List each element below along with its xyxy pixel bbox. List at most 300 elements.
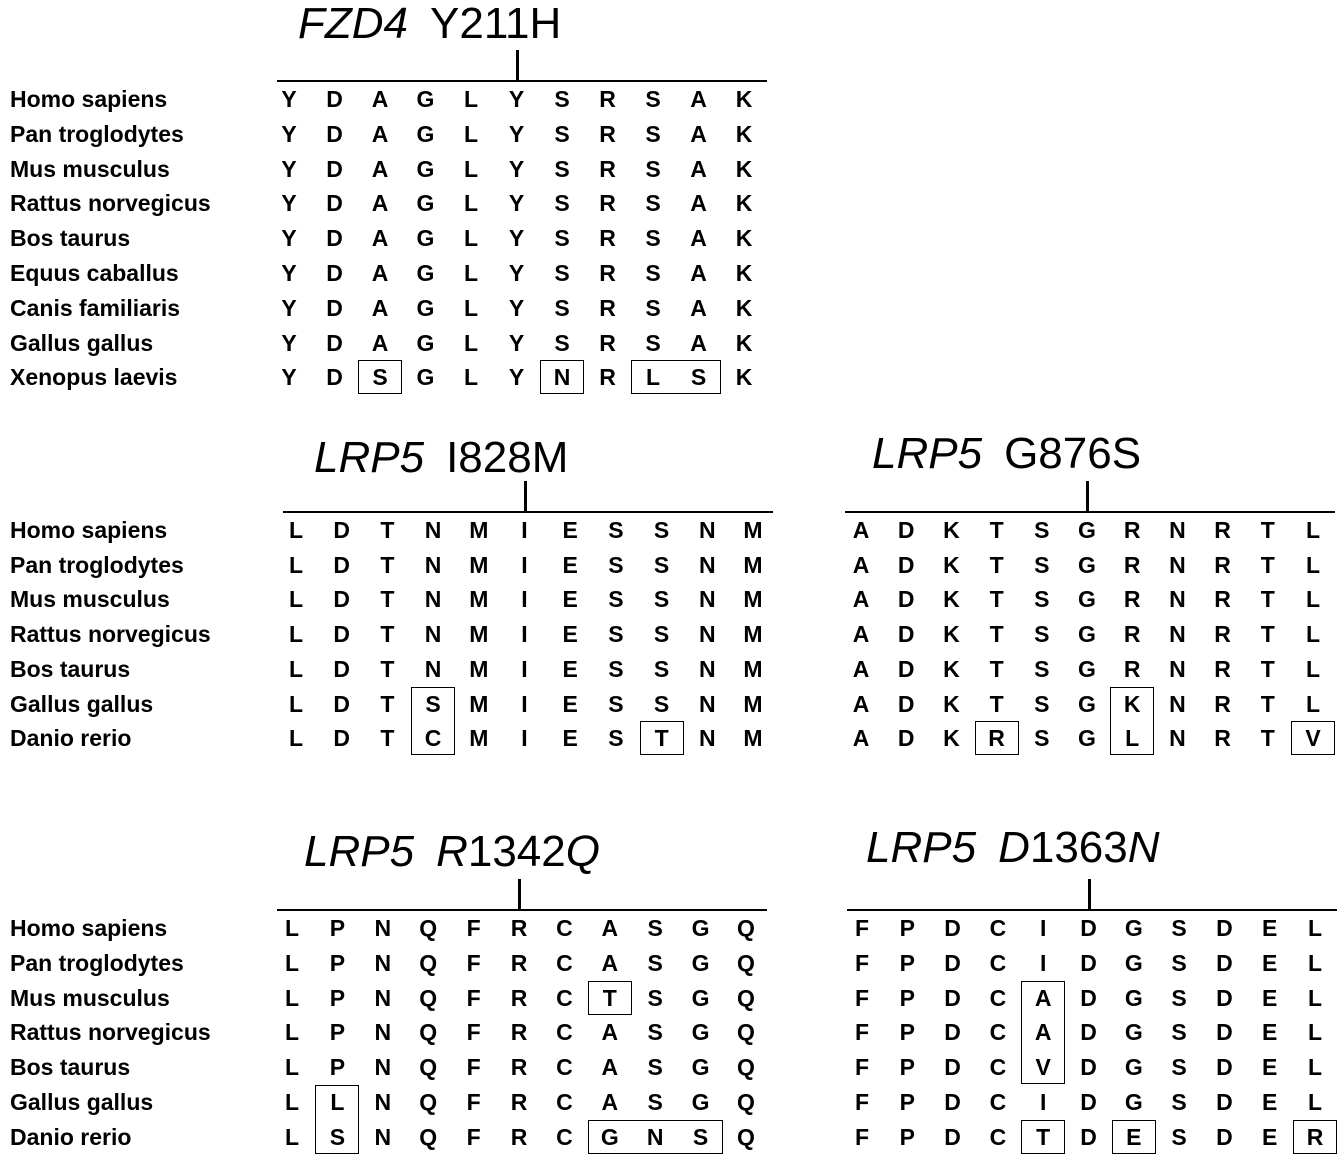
- residue: A: [371, 260, 389, 286]
- residue: D: [326, 260, 343, 286]
- residue: R: [599, 155, 616, 182]
- substitution-box: [358, 360, 402, 394]
- residue: Q: [737, 1089, 755, 1115]
- residue: D: [944, 984, 961, 1011]
- substitution-box: [1291, 721, 1335, 755]
- residue: I: [521, 725, 528, 752]
- substitution-box: [588, 981, 632, 1015]
- residue: D: [333, 690, 350, 717]
- residue: R: [1214, 655, 1231, 682]
- residue: R: [1214, 690, 1231, 717]
- residue: L: [284, 1123, 300, 1150]
- residue: E: [1262, 915, 1278, 941]
- residue: Y: [281, 294, 297, 321]
- residue: A: [601, 915, 619, 941]
- residue: N: [374, 1123, 392, 1150]
- residue: L: [463, 260, 479, 286]
- residue: D: [333, 551, 350, 578]
- residue: T: [989, 586, 1004, 613]
- residue: S: [608, 551, 624, 578]
- residue: A: [690, 86, 707, 112]
- residue: A: [1034, 1019, 1052, 1046]
- residue: T: [989, 517, 1004, 543]
- residue: S: [645, 190, 661, 217]
- residue: S: [645, 225, 661, 252]
- species-label: Danio rerio: [10, 725, 132, 752]
- residue: R: [1123, 621, 1141, 648]
- residue: K: [943, 690, 960, 717]
- residue: T: [1260, 621, 1275, 648]
- residue: G: [1124, 915, 1143, 941]
- residue: P: [329, 1019, 346, 1046]
- residue: N: [698, 551, 716, 578]
- residue: T: [380, 517, 395, 543]
- residue: K: [1123, 690, 1141, 717]
- residue: S: [608, 690, 624, 717]
- residue: A: [601, 1089, 619, 1115]
- gene-name: LRP5: [314, 433, 425, 482]
- residue: A: [1034, 984, 1052, 1011]
- residue: R: [599, 120, 616, 147]
- residue: Y: [281, 155, 297, 182]
- species-label: Homo sapiens: [10, 86, 168, 112]
- residue: G: [1078, 725, 1096, 752]
- residue: G: [416, 190, 435, 217]
- residue: Q: [737, 949, 755, 976]
- residue: M: [469, 621, 489, 648]
- mutation-label: 1342: [467, 827, 566, 876]
- mutation-label: Q: [565, 827, 600, 876]
- residue: Q: [737, 984, 755, 1011]
- residue: S: [653, 655, 670, 682]
- residue: T: [380, 586, 395, 613]
- residue: L: [463, 294, 479, 321]
- residue: M: [743, 725, 763, 752]
- residue: D: [897, 690, 915, 717]
- residue: E: [1262, 1089, 1278, 1115]
- mutation-label: G876S: [1004, 429, 1142, 478]
- residue: R: [510, 984, 528, 1011]
- residue: G: [691, 984, 710, 1011]
- residue: K: [735, 225, 753, 252]
- mutation-label: D: [998, 823, 1030, 872]
- residue: D: [1080, 1123, 1097, 1150]
- residue: G: [416, 294, 435, 321]
- residue: I: [521, 655, 528, 682]
- residue: L: [1307, 949, 1323, 976]
- residue: F: [466, 1089, 481, 1115]
- residue: A: [690, 190, 707, 217]
- residue: C: [989, 984, 1007, 1011]
- residue: L: [463, 329, 479, 356]
- substitution-box: [1293, 1120, 1337, 1154]
- species-label: Canis familiaris: [10, 294, 181, 321]
- gene-name: LRP5: [304, 827, 415, 876]
- residue: E: [562, 586, 578, 613]
- mutation-position-tick: [516, 50, 519, 80]
- residue: S: [1171, 1019, 1187, 1046]
- residue: G: [416, 155, 435, 182]
- residue: R: [1123, 655, 1141, 682]
- residue: D: [326, 329, 343, 356]
- residue: F: [466, 1019, 481, 1046]
- residue: M: [743, 517, 763, 543]
- substitution-box: [640, 721, 684, 755]
- residue: S: [1034, 621, 1050, 648]
- residue: A: [690, 260, 707, 286]
- residue: R: [1306, 1123, 1324, 1150]
- mutation-position-tick: [524, 481, 527, 511]
- residue: S: [1171, 949, 1187, 976]
- residue: D: [326, 294, 343, 321]
- residue: G: [1124, 1054, 1143, 1081]
- residue: F: [854, 949, 870, 976]
- residue: L: [463, 155, 479, 182]
- residue: N: [698, 621, 716, 648]
- residue: G: [1124, 1019, 1143, 1046]
- residue: S: [554, 120, 570, 147]
- residue: M: [469, 655, 489, 682]
- residue: N: [1169, 655, 1186, 682]
- residue: M: [469, 517, 489, 543]
- residue: S: [554, 190, 570, 217]
- residue: K: [943, 621, 960, 648]
- residue: Y: [281, 190, 297, 217]
- mutation-label: N: [1127, 823, 1160, 872]
- residue: R: [1214, 551, 1231, 578]
- residue: L: [1307, 1089, 1323, 1115]
- residue: T: [380, 621, 395, 648]
- residue: P: [899, 1019, 915, 1046]
- residue: L: [284, 1019, 300, 1046]
- residue: L: [284, 1054, 300, 1081]
- residue: L: [288, 725, 304, 752]
- residue: M: [469, 586, 489, 613]
- residue: R: [599, 364, 616, 391]
- residue: S: [647, 915, 663, 941]
- residue: Y: [508, 86, 525, 112]
- residue: L: [463, 225, 479, 252]
- residue: M: [469, 551, 489, 578]
- residue: E: [1126, 1123, 1142, 1150]
- residue: G: [600, 1123, 619, 1150]
- residue: T: [1036, 1123, 1051, 1150]
- residue: L: [463, 86, 479, 112]
- residue: I: [521, 551, 528, 578]
- residue: G: [416, 329, 435, 356]
- residue: L: [1125, 725, 1140, 752]
- residue: G: [1124, 984, 1143, 1011]
- residue: A: [601, 1054, 619, 1081]
- residue: N: [1169, 621, 1186, 648]
- residue: Q: [419, 1089, 438, 1115]
- residue: K: [735, 155, 753, 182]
- residue: E: [1262, 984, 1278, 1011]
- mutation-label: 1363: [1029, 823, 1128, 872]
- residue: Q: [419, 949, 438, 976]
- residue: A: [852, 551, 870, 578]
- substitution-box: [540, 360, 584, 394]
- substitution-box: [1110, 687, 1154, 756]
- residue: G: [691, 1089, 710, 1115]
- residue: D: [333, 621, 350, 648]
- residue: Y: [508, 120, 525, 147]
- species-label: Danio rerio: [10, 1123, 132, 1150]
- residue: S: [645, 329, 661, 356]
- residue: I: [521, 621, 528, 648]
- residue: L: [1305, 655, 1321, 682]
- residue: S: [554, 155, 570, 182]
- residue: S: [425, 690, 441, 717]
- residue: G: [1078, 586, 1096, 613]
- residue: R: [510, 1019, 528, 1046]
- residue: A: [690, 120, 707, 147]
- residue: D: [897, 621, 915, 648]
- residue: D: [1216, 1089, 1233, 1115]
- residue: K: [735, 364, 753, 391]
- residue: D: [333, 655, 350, 682]
- residue: L: [463, 190, 479, 217]
- residue: S: [647, 1089, 663, 1115]
- residue: G: [1078, 690, 1096, 717]
- species-label: Mus musculus: [10, 586, 170, 613]
- residue: S: [608, 655, 624, 682]
- residue: G: [416, 364, 435, 391]
- residue: A: [690, 155, 707, 182]
- residue: R: [510, 1054, 528, 1081]
- residue: S: [554, 86, 570, 112]
- residue: E: [562, 551, 578, 578]
- residue: S: [653, 551, 670, 578]
- residue: D: [897, 551, 915, 578]
- residue: T: [989, 690, 1004, 717]
- residue: S: [653, 517, 670, 543]
- residue: G: [1124, 949, 1143, 976]
- residue: N: [698, 655, 716, 682]
- residue: G: [691, 915, 710, 941]
- residue: S: [608, 621, 624, 648]
- substitution-box: [1112, 1120, 1156, 1154]
- residue: Y: [281, 260, 297, 286]
- residue: V: [1035, 1054, 1051, 1081]
- residue: L: [1307, 915, 1323, 941]
- residue: Y: [281, 364, 297, 391]
- residue: F: [854, 1089, 870, 1115]
- residue: D: [944, 1089, 961, 1115]
- mutation-position-tick: [1086, 481, 1089, 511]
- residue: D: [897, 586, 915, 613]
- residue: L: [288, 586, 304, 613]
- residue: S: [647, 1019, 663, 1046]
- residue: A: [371, 225, 389, 252]
- residue: M: [743, 586, 763, 613]
- residue: R: [510, 949, 528, 976]
- residue: C: [556, 1019, 573, 1046]
- residue: L: [1305, 621, 1321, 648]
- residue: N: [374, 1019, 392, 1046]
- residue: G: [416, 120, 435, 147]
- residue: F: [854, 1054, 870, 1081]
- residue: K: [943, 725, 960, 752]
- residue: Y: [508, 294, 525, 321]
- residue: K: [943, 586, 960, 613]
- panel-title: [872, 429, 1142, 478]
- species-label: Pan troglodytes: [10, 120, 184, 147]
- residue: R: [1214, 621, 1231, 648]
- residue: S: [645, 294, 661, 321]
- residue: N: [424, 517, 442, 543]
- residue: N: [1169, 551, 1186, 578]
- substitution-box: [315, 1085, 359, 1154]
- residue: L: [288, 690, 304, 717]
- residue: K: [943, 517, 960, 543]
- residue: N: [553, 364, 571, 391]
- residue: P: [329, 949, 346, 976]
- residue: K: [943, 655, 960, 682]
- residue: A: [601, 949, 619, 976]
- residue: S: [1171, 984, 1187, 1011]
- residue: L: [645, 364, 661, 391]
- residue: L: [288, 517, 304, 543]
- residue: G: [1078, 551, 1096, 578]
- residue: G: [691, 1019, 710, 1046]
- residue: Y: [508, 329, 525, 356]
- residue: L: [1305, 551, 1321, 578]
- residue: S: [653, 621, 670, 648]
- residue: A: [601, 1019, 619, 1046]
- residue: L: [284, 1089, 300, 1115]
- residue: D: [1216, 984, 1233, 1011]
- residue: A: [852, 655, 870, 682]
- residue: F: [466, 984, 481, 1011]
- residue: C: [556, 949, 573, 976]
- residue: S: [1034, 517, 1050, 543]
- residue: P: [899, 1089, 915, 1115]
- residue: T: [380, 690, 395, 717]
- residue: L: [284, 915, 300, 941]
- residue: C: [989, 915, 1007, 941]
- residue: Q: [419, 1123, 438, 1150]
- residue: G: [1124, 1089, 1143, 1115]
- residue: K: [735, 294, 753, 321]
- residue: D: [1080, 949, 1097, 976]
- residue: S: [653, 690, 670, 717]
- residue: D: [333, 517, 350, 543]
- residue: C: [556, 984, 573, 1011]
- residue: D: [326, 190, 343, 217]
- residue: N: [1169, 517, 1186, 543]
- gene-name: FZD4: [298, 0, 408, 48]
- residue: T: [1260, 655, 1275, 682]
- residue: K: [735, 120, 753, 147]
- residue: S: [692, 1123, 709, 1150]
- residue: K: [735, 86, 753, 112]
- residue: D: [944, 949, 961, 976]
- residue: D: [333, 586, 350, 613]
- residue: S: [554, 260, 570, 286]
- residue: A: [690, 294, 707, 321]
- residue: S: [372, 364, 388, 391]
- residue: E: [1262, 1123, 1278, 1150]
- residue: G: [1078, 621, 1096, 648]
- residue: L: [1305, 690, 1321, 717]
- residue: S: [1034, 655, 1050, 682]
- residue: F: [466, 915, 481, 941]
- residue: F: [466, 1054, 481, 1081]
- residue: Y: [508, 260, 525, 286]
- residue: E: [562, 690, 578, 717]
- residue: F: [466, 1123, 481, 1150]
- residue: M: [743, 655, 763, 682]
- residue: R: [1214, 725, 1231, 752]
- species-label: Bos taurus: [10, 225, 131, 252]
- residue: Y: [281, 225, 297, 252]
- residue: I: [1039, 949, 1047, 976]
- residue: T: [1260, 586, 1275, 613]
- residue: M: [469, 725, 489, 752]
- residue: L: [330, 1089, 345, 1115]
- residue: C: [989, 1019, 1007, 1046]
- residue: D: [326, 155, 343, 182]
- residue: P: [329, 915, 346, 941]
- residue: F: [854, 915, 870, 941]
- residue: R: [1123, 551, 1141, 578]
- residue: Q: [737, 1019, 755, 1046]
- residue: S: [329, 1123, 346, 1150]
- alignment-axis-line: [283, 511, 773, 513]
- residue: D: [944, 1019, 961, 1046]
- substitution-box: [1021, 981, 1065, 1085]
- residue: S: [647, 984, 663, 1011]
- species-label: Mus musculus: [10, 984, 170, 1011]
- residue: T: [654, 725, 669, 752]
- residue: S: [1171, 915, 1187, 941]
- panel-title: [298, 2, 561, 46]
- residue: M: [469, 690, 489, 717]
- residue: T: [1260, 551, 1275, 578]
- residue: N: [374, 1054, 392, 1081]
- residue: T: [989, 655, 1004, 682]
- residue: R: [510, 1089, 528, 1115]
- species-label: Rattus norvegicus: [10, 621, 211, 648]
- residue: N: [1169, 690, 1186, 717]
- alignment-axis-line: [277, 909, 767, 911]
- residue: T: [1260, 725, 1275, 752]
- residue: D: [1080, 915, 1097, 941]
- residue: T: [380, 551, 395, 578]
- residue: I: [1039, 1089, 1047, 1115]
- species-label: Gallus gallus: [10, 690, 154, 717]
- substitution-box: [1021, 1120, 1065, 1154]
- residue: S: [645, 260, 661, 286]
- residue: P: [329, 984, 346, 1011]
- mutation-label: Y211H: [430, 0, 562, 48]
- residue: I: [1039, 915, 1047, 941]
- substitution-box: [588, 1120, 723, 1154]
- residue: D: [333, 725, 350, 752]
- residue: L: [1307, 984, 1323, 1011]
- species-label: Gallus gallus: [10, 329, 154, 356]
- mutation-label: I828M: [446, 433, 569, 482]
- residue: R: [599, 225, 616, 252]
- residue: G: [691, 1054, 710, 1081]
- species-label: Rattus norvegicus: [10, 1019, 211, 1046]
- residue: C: [989, 949, 1007, 976]
- residue: D: [326, 86, 343, 112]
- residue: S: [1034, 725, 1050, 752]
- panel-title: [314, 433, 569, 482]
- residue: Q: [737, 1123, 755, 1150]
